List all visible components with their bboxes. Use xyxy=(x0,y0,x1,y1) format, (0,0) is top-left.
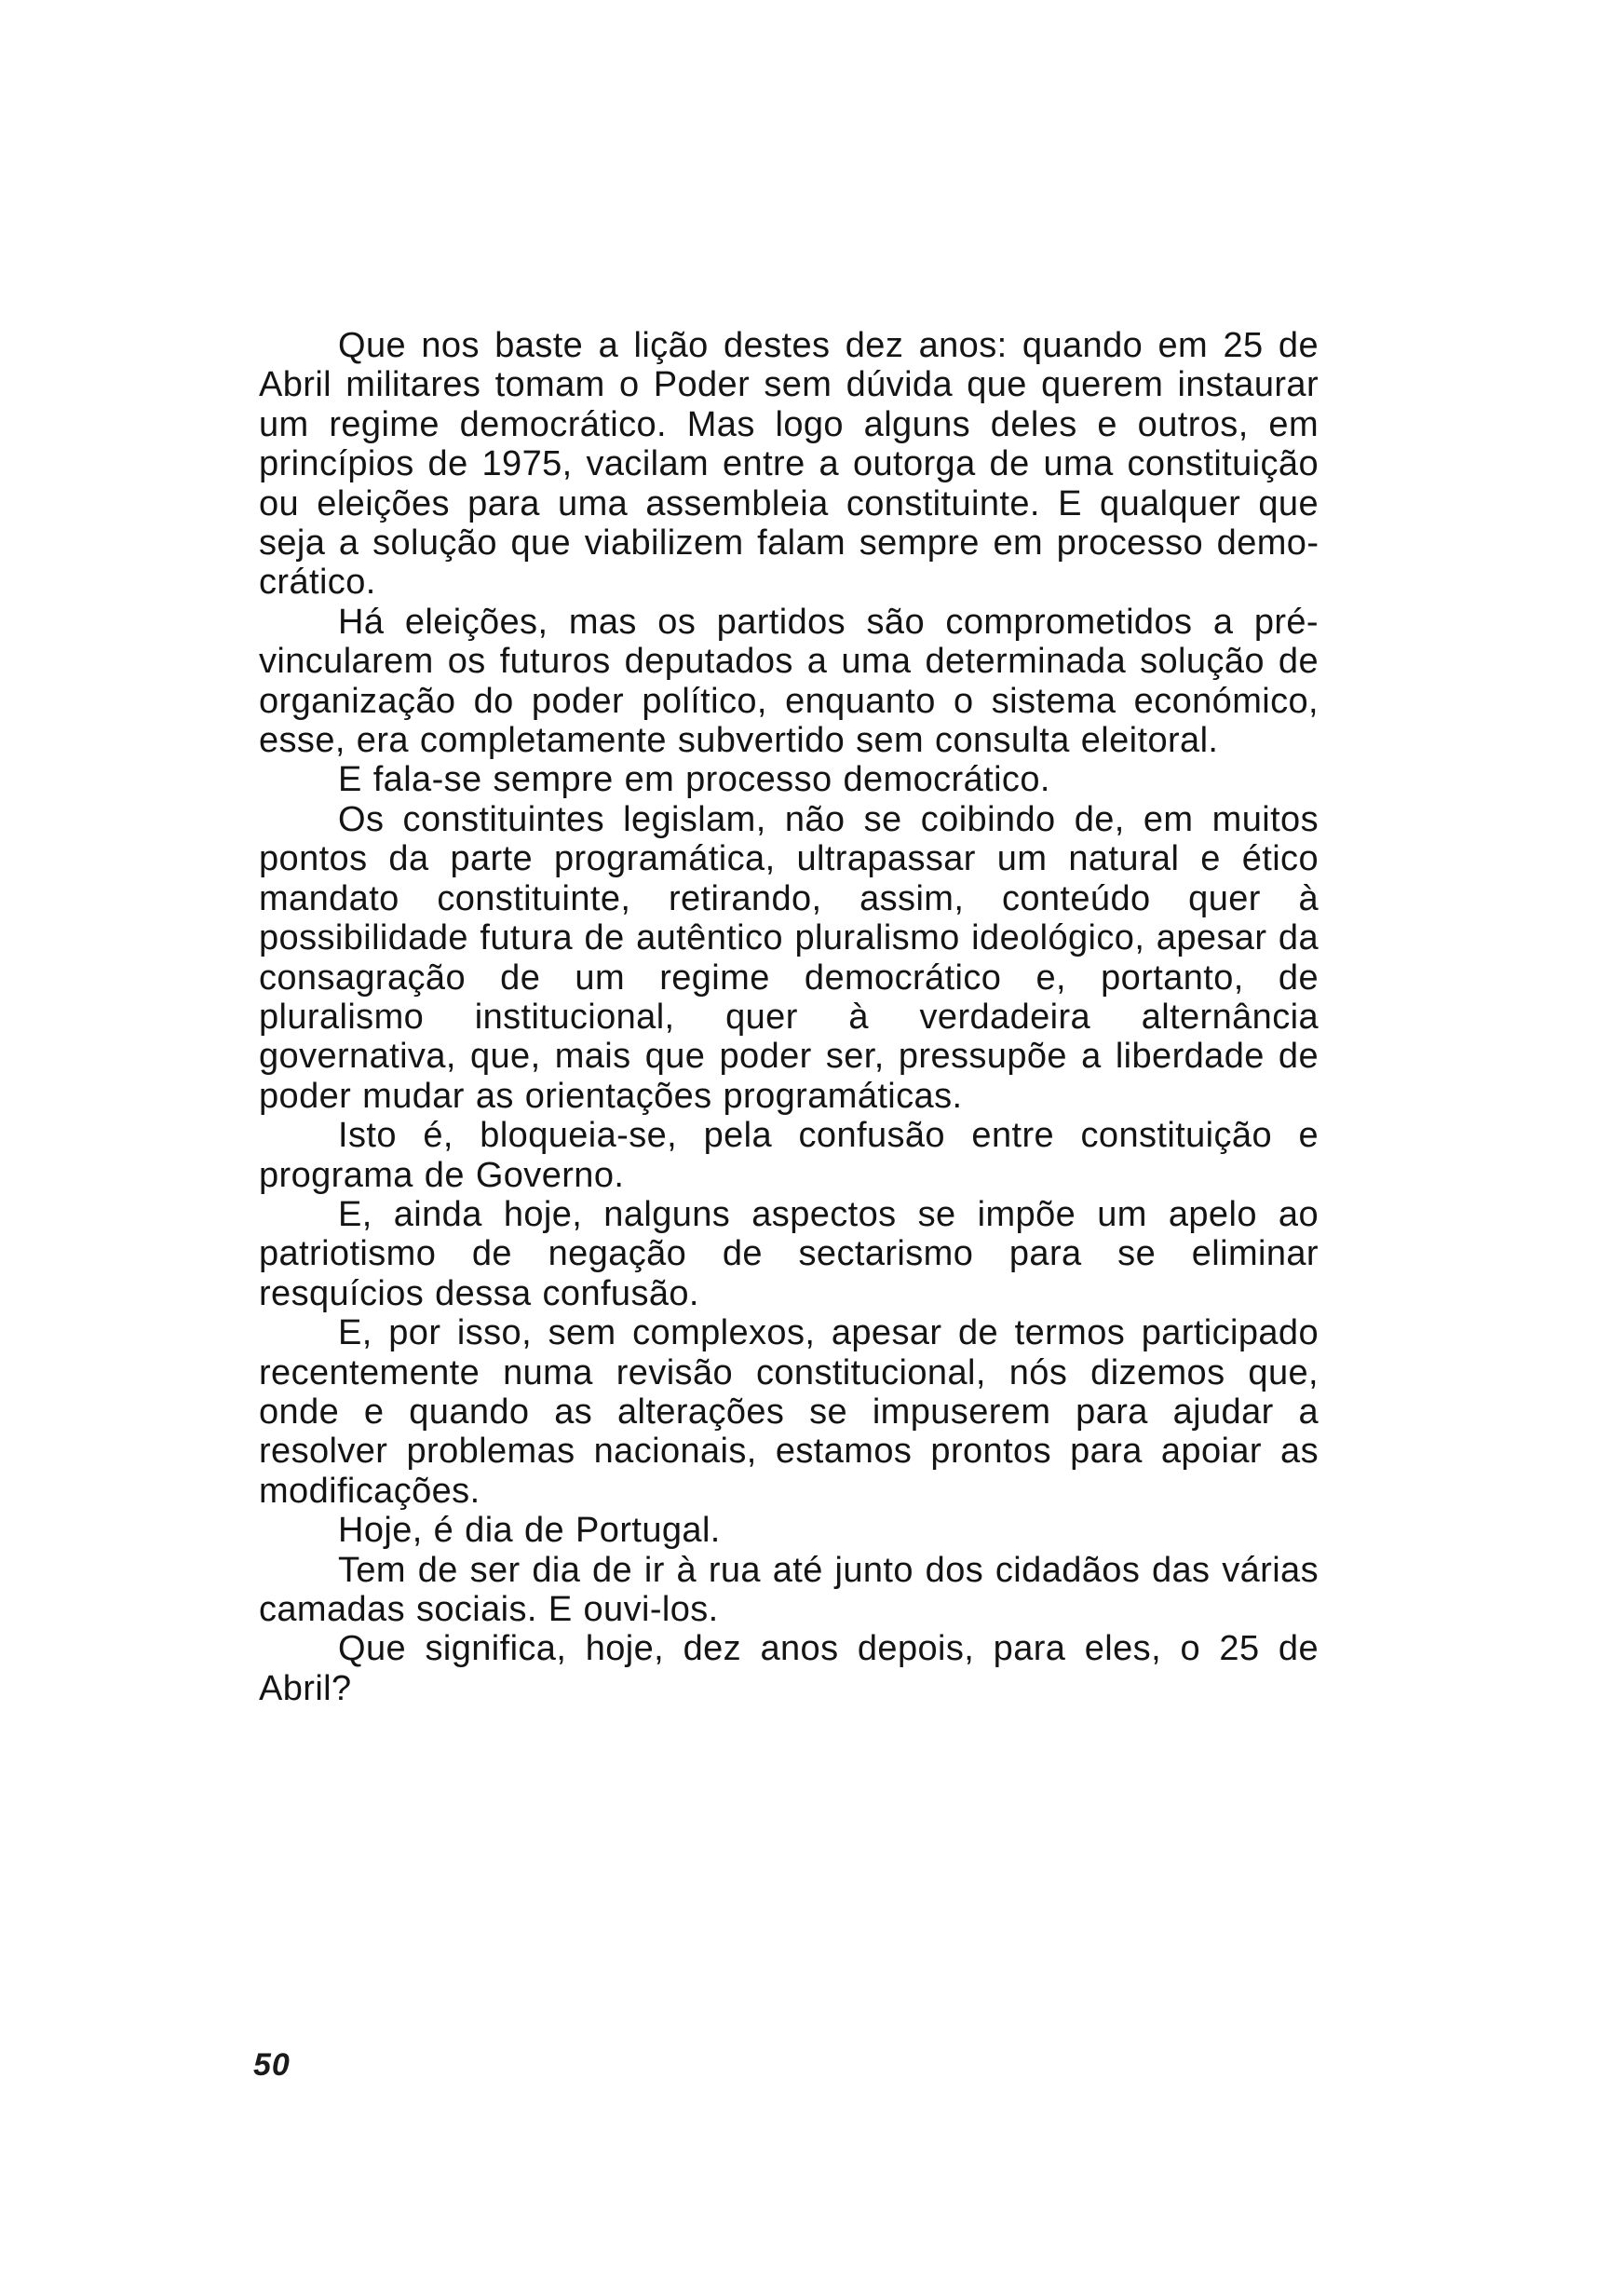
paragraph: Que significa, hoje, dez anos depois, para eles, o 25 de Abril? xyxy=(259,1629,1319,1708)
paragraph: Isto é, bloqueia-se, pela confusão entre constituição e programa de Governo. xyxy=(259,1116,1319,1195)
paragraph: E, por isso, sem complexos, apesar de termos participado recentemente numa revisão constitucional, nós dizemos que, onde e quando as alterações se impuserem para ajudar a resolver problemas nacionais, estamos prontos para apoiar as modificações. xyxy=(259,1313,1319,1511)
body-text xyxy=(259,326,1319,1708)
paragraph: Há eleições, mas os partidos são comprometidos a pré-vincularem os futuros deputados a uma determinada solução de organização do poder político, enquanto o sistema económico, esse, era completamente subvertido sem consulta eleitoral. xyxy=(259,602,1319,761)
paragraph: Que nos baste a lição destes dez anos: quando em 25 de Abril militares tomam o Poder sem dúvida que querem instaurar um regime democrático. Mas logo alguns deles e outros, em princípios de 1975, vacilam entre a outorga de uma constituição ou eleições para uma assembleia constituinte. E qualquer que seja a solução que viabilizem falam sempre em processo democrático. xyxy=(259,326,1319,603)
paragraph: E, ainda hoje, nalguns aspectos se impõe um apelo ao patriotismo de negação de sectarismo para se eliminar resquícios dessa confusão. xyxy=(259,1194,1319,1313)
paragraph: E fala-se sempre em processo democrático. xyxy=(338,760,1050,800)
paragraph: Os constituintes legislam, não se coibindo de, em muitos pontos da parte programática, ultrapassar um natural e ético mandato constituinte, retirando, assim, conteúdo quer à possibilidade futura de autêntico pluralismo ideológico, apesar da consagração de um regime democrático e, portanto, de pluralismo institucional, quer à verdadeira alternância governativa, que, mais que poder ser, pressupõe a liberdade de poder mudar as orientações programáticas. xyxy=(259,799,1319,1116)
page-number: 50 xyxy=(253,2047,291,2083)
paragraph: Tem de ser dia de ir à rua até junto dos cidadãos das várias camadas sociais. E ouvi-los. xyxy=(259,1550,1319,1629)
paragraph: Hoje, é dia de Portugal. xyxy=(338,1511,721,1551)
